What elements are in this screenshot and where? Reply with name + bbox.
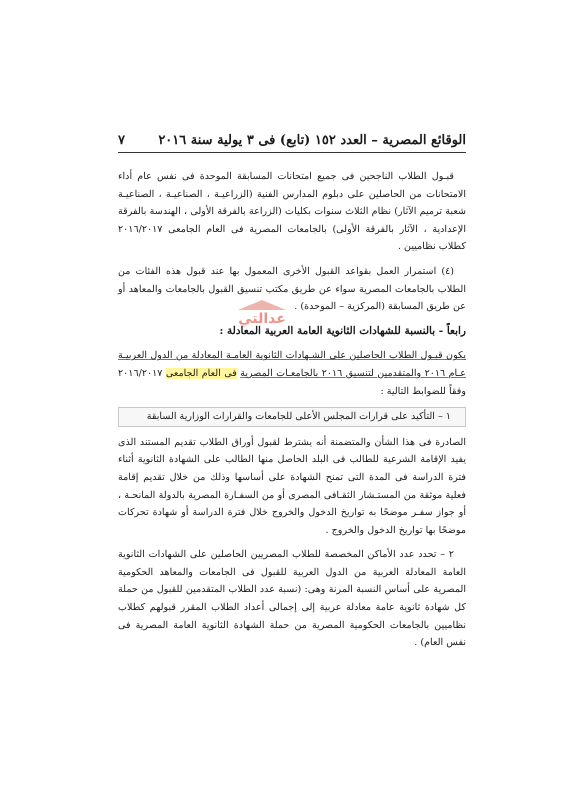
paragraph-admission-technical: قبـول الطلاب الناجحين فى جميع امتحانات المسابقة الموحدة فى نفس عام أداء الامتحانات من الحاصلين على دبلوم المدارس الفنية (الزراعيـة ، الصناعيـة ، الصناعيـة شعبة ترميم الآثار) نظام الثلاث سنوات بكليات (الزراعة بالفرقة الأولى ، الهندسة بالفرقة الإعدادية ، الآثار بالفرقة الأولى) بالجامعات المصرية فى العام الجامعى ٢٠١٦/٢٠١٧ كطلاب نظاميين .: [118, 171, 466, 253]
body-text: [118, 168, 466, 659]
page-header: [118, 128, 466, 153]
header-title: الوقائع المصرية – العدد ١٥٢ (تابع) فى ٣ يولية سنة ٢٠١٦: [158, 132, 466, 148]
highlighted-text: فى العام الجامعى: [165, 367, 237, 379]
section-heading-arab-certificates: رابعاً - بالنسبة للشهادات الثانوية العامة العربية المعادلة :: [219, 324, 466, 337]
paragraph-continue-rules: (٤) استمرار العمل بقواعد القبول الأخرى المعمول بها عند قبول هذه الفئات من الطلاب بالجامعات المصرية سواء عن طريق مكتب تنسيق القبول بالجامعات والمعاهد أو عن طريق المسابقة (المركزية – الموحدة) .: [118, 265, 466, 313]
watermark-text: عدالتي: [238, 311, 286, 327]
item-1-text: الصادرة فى هذا الشأن والمتضمنة أنه يشترط لقبول أوراق الطلاب تقديم المستند الذى يفيد الإقامة الشرعية للطالب فى البلد الحاصل منها الطالب على الشهادة الثانوية أثناء فترة الدراسة فى المدة التى تمنح الشهادة على أساسها وذلك من خلال تقديم إقامة فعلية موثقة من المستـشار الثقـافى المصرى أو من السفـارة المصرية بالدولة المانحـة ، أو جواز سفـر موضحًا به تواريخ الدخول والخروج خلال فترة الدراسة أو شهادة تحركات موضحًا بها تواريخ الدخول والخروج .: [118, 436, 466, 536]
paragraph-tail: ٢٠١٦/٢٠١٧ وفقاً للضوابط التالية :: [118, 367, 466, 397]
item-1-boxed-line: ١ – التأكيد على قرارات المجلس الأعلى للجامعات والقرارات الوزارية السابقة: [118, 407, 466, 427]
underlined-text: يكون قبـول الطلاب الحاصلين على الشـهادات الثانوية العامـة المعادلة من الدول العربيـة عـام ٢٠١٦ والمتقدمين لتنسيق ٢٠١٦ بالجامعـات المصرية: [118, 350, 466, 379]
paragraph-arab-admission: [118, 347, 466, 400]
page-number: ٧: [118, 132, 125, 148]
item-2-text: ٢ – تحدد عدد الأماكن المخصصة للطلاب المصريين الحاصلين على الشهادات الثانوية العامة المعادلة العربية من الدول العربية للقبول فى الجامعات والمعاهد الحكومية المصرية على أساس النسبة المرنة وهى: (نسبة عدد الطلاب المتقدمين للقبول من حملة كل شهادة ثانوية عامة معادلة عربية إلى إجمالى أعداد الطلاب المقرر قبولهم كطلاب نظاميين بالجامعات الحكومية المصرية من حملة الشهادة الثانوية العامة المصرية فى نفس العام) .: [118, 549, 466, 649]
